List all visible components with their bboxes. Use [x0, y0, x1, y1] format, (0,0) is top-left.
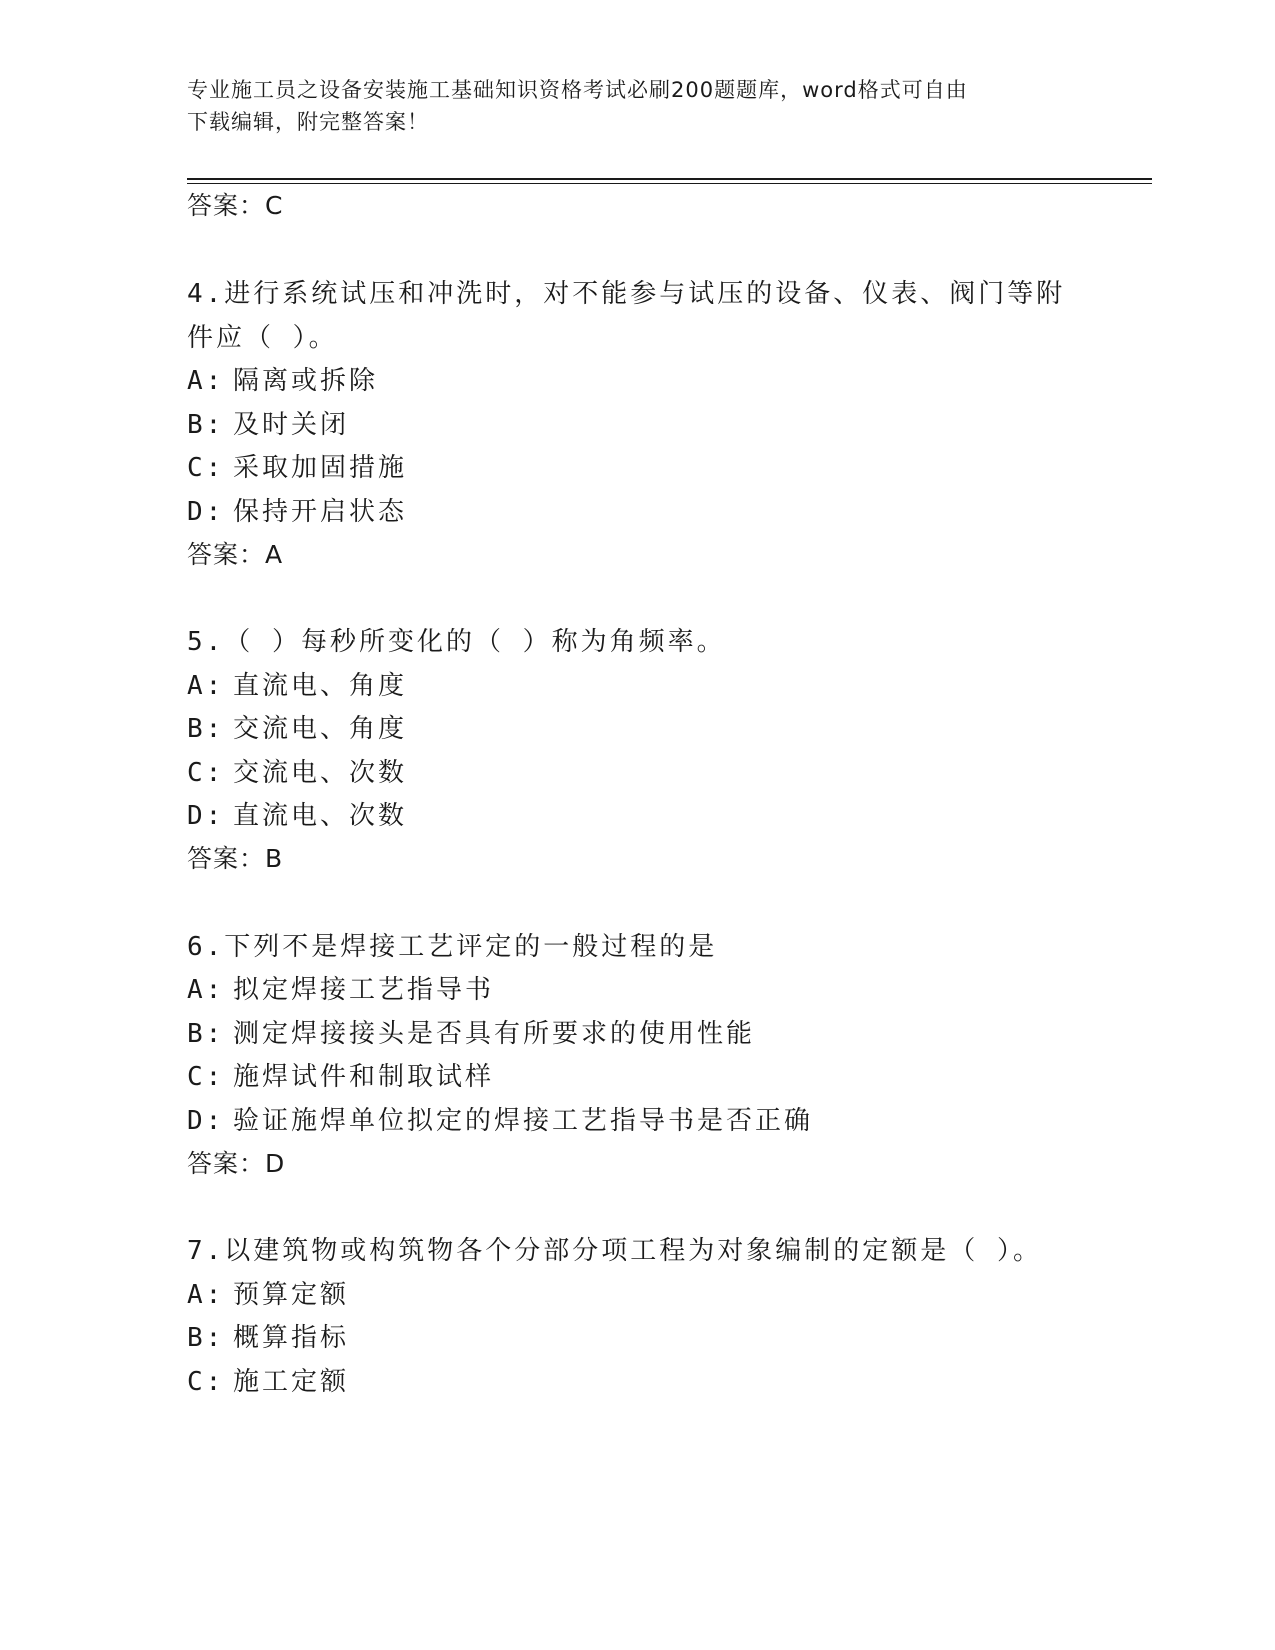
header-divider-thin [187, 183, 1152, 184]
q4-option-d [187, 496, 407, 528]
option-letter: C: [187, 1062, 225, 1092]
q5-option-c [187, 757, 407, 789]
option-text: 及时关闭 [233, 410, 350, 440]
option-letter: D: [187, 801, 225, 831]
option-text: 预算定额 [233, 1280, 350, 1310]
option-letter: B: [187, 1019, 225, 1049]
option-text: 直流电、角度 [233, 671, 408, 701]
option-letter: C: [187, 1367, 225, 1397]
q4-option-a [187, 365, 378, 397]
q7-option-b [187, 1322, 349, 1354]
q7-stem: 7.以建筑物或构筑物各个分部分项工程为对象编制的定额是（ ）。 [187, 1236, 1042, 1266]
q5-option-d [187, 800, 407, 832]
option-letter: A: [187, 671, 225, 701]
q4-answer: 答案：A [187, 540, 284, 569]
option-text: 验证施焊单位拟定的焊接工艺指导书是否正确 [233, 1106, 814, 1136]
option-text: 直流电、次数 [233, 801, 408, 831]
option-letter: C: [187, 453, 225, 483]
option-letter: C: [187, 758, 225, 788]
q5-stem: 5.（ ）每秒所变化的（ ）称为角频率。 [187, 627, 726, 657]
q7-option-a [187, 1279, 349, 1311]
option-text: 保持开启状态 [233, 497, 408, 527]
option-text: 概算指标 [233, 1323, 350, 1353]
option-text: 拟定焊接工艺指导书 [233, 975, 495, 1005]
q6-option-c [187, 1061, 494, 1093]
option-letter: A: [187, 975, 225, 1005]
q4-stem-line-1: 4.进行系统试压和冲洗时，对不能参与试压的设备、仪表、阀门等附 [187, 279, 1066, 309]
q5-option-a [187, 670, 407, 702]
option-text: 采取加固措施 [233, 453, 408, 483]
q6-stem: 6.下列不是焊接工艺评定的一般过程的是 [187, 932, 718, 962]
option-letter: B: [187, 410, 225, 440]
q7-option-c [187, 1366, 349, 1398]
option-text: 隔离或拆除 [233, 366, 379, 396]
option-text: 施工定额 [233, 1367, 350, 1397]
header-line-1: 专业施工员之设备安装施工基础知识资格考试必刷200题题库，word格式可自由 [187, 78, 968, 102]
q6-option-d [187, 1105, 813, 1137]
option-text: 交流电、角度 [233, 714, 408, 744]
header-line-2: 下载编辑，附完整答案！ [187, 110, 429, 134]
q4-option-c [187, 452, 407, 484]
q5-option-b [187, 713, 407, 745]
header-divider-thick [187, 178, 1152, 180]
option-text: 测定焊接接头是否具有所要求的使用性能 [233, 1019, 756, 1049]
q4-option-b [187, 409, 349, 441]
q5-answer: 答案：B [187, 844, 284, 873]
option-letter: B: [187, 714, 225, 744]
option-letter: A: [187, 1280, 225, 1310]
option-letter: D: [187, 497, 225, 527]
q6-option-b [187, 1018, 755, 1050]
q3-answer: 答案：C [187, 191, 284, 220]
document-header [187, 74, 1087, 138]
q4-stem-line-2: 件应（ ）。 [187, 323, 338, 353]
q6-answer: 答案：D [187, 1149, 286, 1178]
option-letter: B: [187, 1323, 225, 1353]
option-letter: A: [187, 366, 225, 396]
option-text: 交流电、次数 [233, 758, 408, 788]
option-letter: D: [187, 1106, 225, 1136]
q6-option-a [187, 974, 494, 1006]
option-text: 施焊试件和制取试样 [233, 1062, 495, 1092]
